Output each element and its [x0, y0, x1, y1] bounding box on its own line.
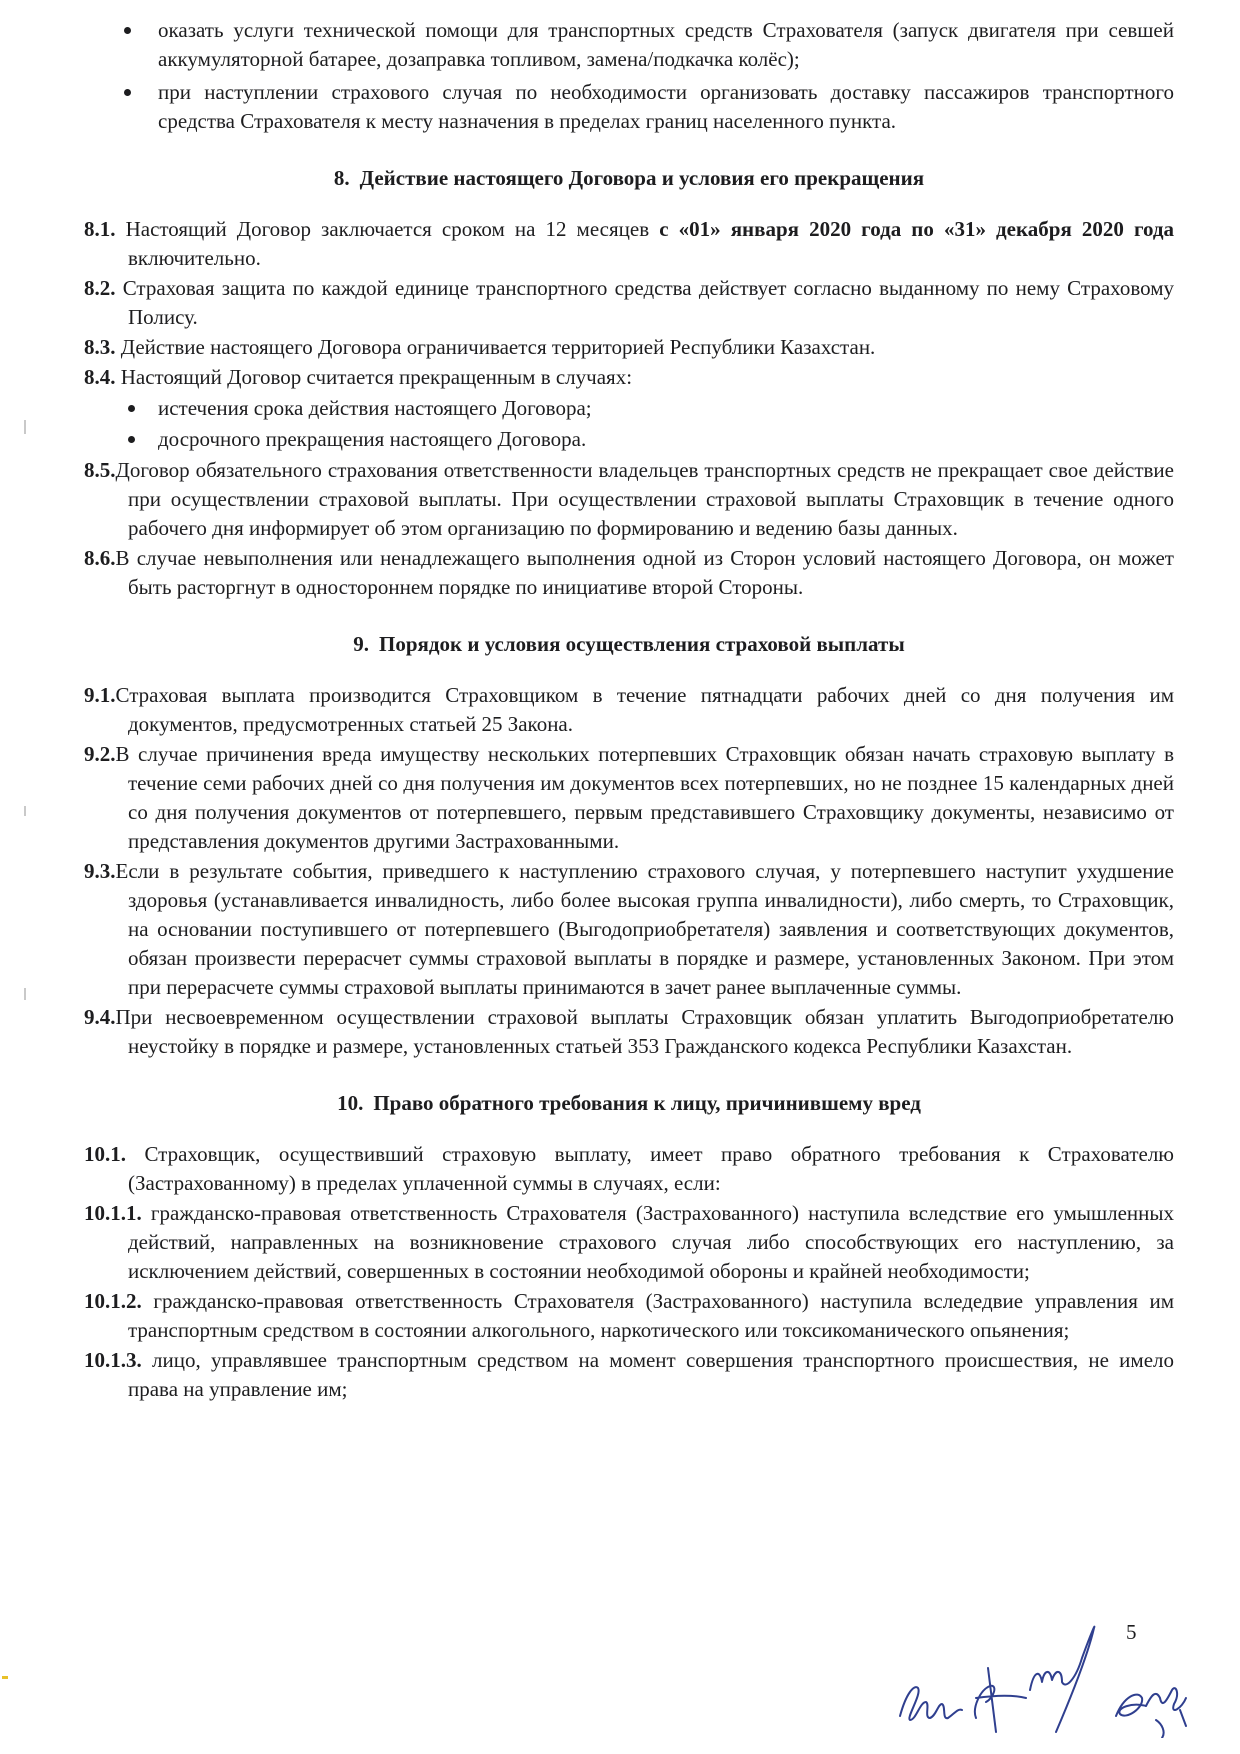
clause-text: гражданско-правовая ответственность Страхователя (Застрахованного) наступила вследствие его умышленных действий, направленных на возникновение страхового случая либо способствующих его наступлению, за исключением действий, совершенных в состоянии необходимой обороны и крайней необходимости;	[128, 1201, 1174, 1283]
clause-number: 8.5.	[84, 458, 116, 482]
clause-number: 9.3.	[84, 859, 116, 883]
clause-text: гражданско-правовая ответственность Страхователя (Застрахованного) наступила вследедвие управления им транспортным средством в состоянии алкогольного, наркотического или токсикоманического опьянения;	[128, 1289, 1174, 1342]
clause-number: 9.2.	[84, 742, 116, 766]
clause-8-1	[84, 215, 1174, 273]
bullet-text: оказать услуги технической помощи для транспортных средств Страхователя (запуск двигателя при севшей аккумуляторной батарее, дозаправка топливом, замена/подкачка колёс);	[158, 18, 1174, 71]
signatures-image	[880, 1598, 1220, 1738]
clause-number: 10.1.2.	[84, 1289, 142, 1313]
section-title: Действие настоящего Договора и условия его прекращения	[359, 166, 925, 190]
scan-artifact	[24, 988, 26, 1000]
clause-number: 10.1.3.	[84, 1348, 142, 1372]
signature-stroke	[1030, 1627, 1094, 1732]
list-item	[84, 78, 1174, 136]
clause-9-1	[84, 681, 1174, 739]
clause-text: Действие настоящего Договора ограничивается территорией Республики Казахстан.	[120, 335, 876, 359]
list-item	[84, 394, 1174, 423]
bullet-icon	[128, 405, 135, 412]
clause-9-2	[84, 740, 1174, 856]
clause-number: 9.4.	[84, 1005, 116, 1029]
bullet-text: истечения срока действия настоящего Договора;	[158, 396, 592, 420]
clause-number: 8.4.	[84, 365, 116, 389]
scan-artifact	[24, 420, 26, 434]
list-item	[84, 16, 1174, 74]
section-title: Порядок и условия осуществления страховой выплаты	[379, 632, 905, 656]
clause-text: В случае невыполнения или ненадлежащего выполнения одной из Сторон условий настоящего Договора, он может быть расторгнут в одностороннем порядке по инициативе второй Стороны.	[115, 546, 1174, 599]
clause-text: Страховая выплата производится Страховщиком в течение пятнадцати рабочих дней со дня получения им документов, предусмотренных статьей 25 Закона.	[115, 683, 1174, 736]
clause-text: Если в результате события, приведшего к наступлению страхового случая, у потерпевшего наступит ухудшение здоровья (устанавливается инвалидность, либо более высокая группа инвалидности), либо смерть, то Страховщик, на основании поступившего от потерпевшего (Выгодоприобретателя) заявления и соответствующих документов, обязан произвести перерасчет суммы страховой выплаты в порядке и размере, установленных Законом. При этом при перерасчете суммы страховой выплаты принимаются в зачет ранее выплаченные суммы.	[115, 859, 1174, 999]
clause-number: 8.3.	[84, 335, 116, 359]
clause-10-1	[84, 1140, 1174, 1198]
clause-number: 8.2.	[84, 276, 116, 300]
signature-stroke	[900, 1687, 962, 1720]
list-item	[84, 425, 1174, 454]
section-number: 8.	[333, 166, 350, 190]
clause-8-3	[84, 333, 1174, 362]
clause-text: Настоящий Договор считается прекращенным в случаях:	[120, 365, 633, 389]
section-number: 10.	[337, 1091, 364, 1115]
section-9-heading	[84, 630, 1174, 659]
clause-8-2	[84, 274, 1174, 332]
clause-text: Настоящий Договор заключается сроком на 12 месяцев	[125, 217, 650, 241]
page-number: 5	[1126, 1620, 1137, 1644]
clause-text: лицо, управлявшее транспортным средством на момент совершения транспортного происшествия, не имело права на управление им;	[128, 1348, 1175, 1401]
signature-stroke	[1116, 1688, 1186, 1738]
bullet-icon	[124, 89, 131, 96]
clause-number: 8.6.	[84, 546, 116, 570]
intro-bullet-list	[84, 16, 1174, 136]
clause-text: Страховщик, осуществивший страховую выплату, имеет право обратного требования к Страхователю (Застрахованному) в пределах уплаченной суммы в случаях, если:	[128, 1142, 1174, 1195]
clause-8-5	[84, 456, 1174, 543]
clause-8-4	[84, 363, 1174, 392]
clause-10-1-3	[84, 1346, 1174, 1404]
clause-10-1-2	[84, 1287, 1174, 1345]
bullet-icon	[128, 436, 135, 443]
clause-10-1-1	[84, 1199, 1174, 1286]
clause-text: В случае причинения вреда имуществу нескольких потерпевших Страховщик обязан начать страховую выплату в течение семи рабочих дней со дня получения им документов всех потерпевших, но не позднее 15 календарных дней со дня получения документов от потерпевшего, первым представившего Страховщику документы, независимо от представления документов другими Застрахованными.	[115, 742, 1174, 853]
section-8-heading	[84, 164, 1174, 193]
clause-number: 10.1.1.	[84, 1201, 142, 1225]
clause-text-end: включительно.	[128, 246, 261, 270]
clause-number: 9.1.	[84, 683, 116, 707]
scan-artifact	[2, 1676, 8, 1679]
clause-number: 10.1.	[84, 1142, 126, 1166]
clause-text: При несвоевременном осуществлении страховой выплаты Страховщик обязан уплатить Выгодоприобретателю неустойку в порядке и размере, установленных статьей 353 Гражданского кодекса Республики Казахстан.	[115, 1005, 1174, 1058]
section-10-heading	[84, 1089, 1174, 1118]
clause-text: Договор обязательного страхования ответственности владельцев транспортных средств не прекращает свое действие при осуществлении страховой выплаты. При осуществлении страховой выплаты Страховщик в течение одного рабочего дня информирует об этом организацию по формированию и ведению базы данных.	[115, 458, 1174, 540]
clause-9-3	[84, 857, 1174, 1002]
clause-term-dates: с «01» января 2020 года по «31» декабря 2020 года	[659, 217, 1174, 241]
clause-number: 8.1.	[84, 217, 116, 241]
bullet-text: досрочного прекращения настоящего Договора.	[158, 427, 587, 451]
section-title: Право обратного требования к лицу, причинившему вред	[373, 1091, 921, 1115]
bullet-text: при наступлении страхового случая по необходимости организовать доставку пассажиров транспортного средства Страхователя к месту назначения в пределах границ населенного пункта.	[158, 80, 1174, 133]
clause-9-4	[84, 1003, 1174, 1061]
bullet-icon	[124, 27, 131, 34]
clause-text: Страховая защита по каждой единице транспортного средства действует согласно выданному по нему Страховому Полису.	[122, 276, 1175, 329]
section-number: 9.	[353, 632, 369, 656]
signature-stroke	[975, 1668, 1026, 1732]
scan-artifact	[24, 806, 26, 816]
clause-8-6	[84, 544, 1174, 602]
